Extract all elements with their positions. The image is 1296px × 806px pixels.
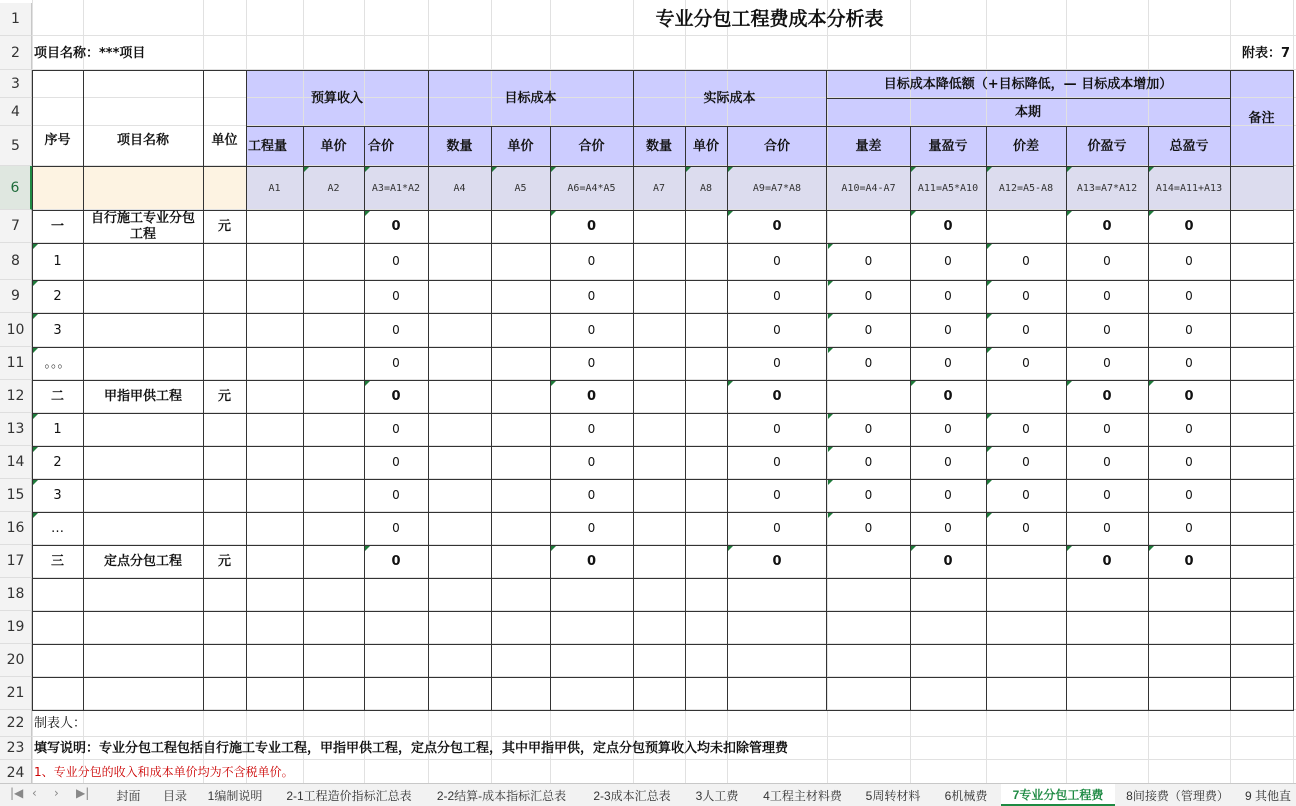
cell-indicator-icon — [33, 480, 38, 485]
subheader-3[interactable]: 合价 — [368, 138, 395, 154]
cell-indicator-icon — [828, 414, 833, 419]
cell-indicator-icon — [33, 447, 38, 452]
zero-value-cell[interactable]: 0 — [943, 554, 953, 569]
subheader-8[interactable]: 单价 — [692, 138, 719, 154]
cell-indicator-icon — [911, 546, 916, 551]
row-header-18[interactable]: 18 — [0, 578, 32, 611]
cell-indicator-icon — [1067, 211, 1072, 216]
zero-value-cell[interactable]: 0 — [773, 521, 781, 535]
fill-instructions[interactable]: 填写说明：专业分包工程包括自行施工专业工程，甲指甲供工程，定点分包工程，其中甲指甲供，定点分包预算收入均未扣除管理费 — [34, 741, 789, 756]
table-border-h — [32, 611, 1294, 612]
row-seq[interactable]: 3 — [53, 322, 62, 338]
zero-value-cell[interactable]: 0 — [1102, 389, 1112, 404]
cell-indicator-icon — [987, 167, 992, 172]
sheet-tab[interactable]: 8间接费（管理费） — [1126, 788, 1229, 803]
zero-value-cell[interactable]: 0 — [587, 322, 596, 337]
cell-indicator-icon — [987, 447, 992, 452]
zero-value-cell[interactable]: 0 — [1103, 322, 1111, 337]
zero-value-cell[interactable]: 0 — [587, 254, 596, 268]
row-item-name[interactable] — [83, 243, 203, 280]
header-cost-reduction[interactable]: 目标成本降低额（+目标降低，— 目标成本增加） — [883, 76, 1173, 92]
row-unit[interactable] — [203, 446, 246, 479]
zero-value-cell[interactable]: 0 — [1103, 455, 1111, 469]
row-item-name[interactable] — [83, 313, 203, 347]
zero-value-cell[interactable]: 0 — [392, 521, 400, 535]
zero-value-cell[interactable]: 0 — [1022, 422, 1030, 436]
row-seq[interactable]: 1 — [53, 422, 62, 437]
row-item-name[interactable]: 定点分包工程 — [103, 553, 182, 569]
zero-value-cell[interactable]: 0 — [587, 455, 596, 469]
zero-value-cell[interactable]: 0 — [1022, 254, 1030, 268]
zero-value-cell[interactable]: 0 — [772, 389, 782, 404]
formula-cell-2[interactable]: A2 — [327, 182, 340, 194]
cell-indicator-icon — [828, 314, 833, 319]
row-unit[interactable] — [203, 413, 246, 446]
zero-value-cell[interactable]: 0 — [1185, 289, 1193, 303]
row-header-21[interactable]: 21 — [0, 677, 32, 710]
sheet-tab[interactable]: 5周转材料 — [865, 788, 921, 803]
row-header-16[interactable]: 16 — [0, 512, 32, 545]
row-header-6[interactable]: 6 — [0, 166, 32, 210]
zero-value-cell[interactable]: 0 — [944, 488, 952, 502]
row-header-4[interactable]: 4 — [0, 98, 32, 126]
prev-sheet-icon[interactable]: ‹ — [32, 786, 37, 800]
header-target-cost[interactable]: 目标成本 — [504, 90, 557, 106]
note-tax-exclusive[interactable]: 1、专业分包的收入和成本单价均为不含税单价。 — [34, 764, 294, 779]
cell-indicator-icon — [33, 244, 38, 249]
cell-indicator-icon — [728, 211, 733, 216]
last-sheet-icon[interactable]: ▶| — [76, 786, 90, 800]
zero-value-cell[interactable]: 0 — [391, 389, 401, 404]
cell-indicator-icon — [1067, 546, 1072, 551]
cell-indicator-icon — [304, 167, 309, 172]
cell-indicator-icon — [551, 167, 556, 172]
zero-value-cell[interactable]: 0 — [1185, 322, 1193, 337]
row-header-8[interactable]: 8 — [0, 243, 32, 280]
zero-value-cell[interactable]: 0 — [1103, 356, 1111, 370]
next-sheet-icon[interactable]: › — [54, 786, 59, 800]
sheet-tab[interactable]: 目录 — [162, 788, 187, 803]
zero-value-cell[interactable]: 0 — [587, 289, 596, 303]
row-seq[interactable]: … — [51, 521, 64, 536]
cell-indicator-icon — [987, 480, 992, 485]
row-header-7[interactable]: 7 — [0, 210, 32, 243]
row-header-5[interactable]: 5 — [0, 126, 32, 166]
row-header-22[interactable]: 22 — [0, 710, 32, 737]
zero-value-cell[interactable]: 0 — [391, 554, 401, 569]
cell-indicator-icon — [987, 348, 992, 353]
zero-value-cell[interactable]: 0 — [944, 254, 952, 268]
header-item-name[interactable]: 项目名称 — [116, 132, 169, 148]
header-actual-cost[interactable]: 实际成本 — [703, 90, 756, 106]
cell-indicator-icon — [365, 381, 370, 386]
table-border-h — [32, 677, 1294, 678]
zero-value-cell[interactable]: 0 — [1185, 455, 1193, 469]
subheader-7[interactable]: 数量 — [645, 138, 672, 154]
formula-cell-3[interactable]: A3=A1*A2 — [371, 182, 421, 194]
zero-value-cell[interactable]: 0 — [1103, 289, 1111, 303]
zero-value-cell[interactable]: 0 — [944, 521, 952, 535]
cell-indicator-icon — [551, 381, 556, 386]
subheader-10[interactable]: 量差 — [855, 138, 882, 154]
zero-value-cell[interactable]: 0 — [944, 322, 952, 337]
subheader-5[interactable]: 单价 — [507, 138, 534, 154]
zero-value-cell[interactable]: 0 — [772, 219, 782, 234]
subheader-2[interactable]: 单价 — [320, 138, 347, 154]
cell-indicator-icon — [365, 546, 370, 551]
sheet-tab-bar — [0, 783, 1296, 806]
formula-cell-5[interactable]: A5 — [514, 182, 527, 194]
zero-value-cell[interactable]: 0 — [1185, 356, 1193, 370]
cell-indicator-icon — [828, 513, 833, 518]
zero-value-cell[interactable]: 0 — [1185, 488, 1193, 502]
cell-indicator-icon — [728, 381, 733, 386]
row-item-name[interactable]: 自行施工专业分包工程 — [90, 210, 195, 242]
zero-value-cell[interactable]: 0 — [864, 521, 873, 535]
row-header-15[interactable]: 15 — [0, 479, 32, 512]
row-unit[interactable] — [203, 347, 246, 380]
sheet-tab[interactable]: 6机械费 — [944, 788, 988, 803]
first-sheet-icon[interactable]: |◀ — [10, 786, 24, 800]
row-unit[interactable]: 元 — [217, 389, 231, 404]
formula-cell-4[interactable]: A4 — [453, 182, 466, 194]
project-name-label[interactable]: 项目名称：***项目 — [34, 45, 146, 61]
header-budget-income[interactable]: 预算收入 — [310, 90, 363, 106]
subheader-11[interactable]: 量盈亏 — [928, 138, 968, 154]
formula-cell-13[interactable]: A13=A7*A12 — [1076, 182, 1138, 194]
zero-value-cell[interactable]: 0 — [773, 289, 781, 303]
sheet-tab[interactable]: 2-3成本汇总表 — [593, 788, 671, 803]
row-header-12[interactable]: 12 — [0, 380, 32, 413]
zero-value-cell[interactable]: 0 — [864, 455, 873, 469]
row-header-24[interactable]: 24 — [0, 760, 32, 786]
zero-value-cell[interactable]: 0 — [392, 254, 400, 268]
attachment-label[interactable]: 附表：7 — [1241, 45, 1290, 61]
formula-cell-8[interactable]: A8 — [699, 182, 713, 194]
zero-value-cell[interactable]: 0 — [943, 219, 953, 234]
row-unit[interactable]: 元 — [217, 219, 231, 234]
zero-value-cell[interactable]: 0 — [1184, 389, 1194, 404]
zero-value-cell[interactable]: 0 — [1022, 322, 1030, 337]
header-current-period[interactable]: 本期 — [1014, 104, 1041, 120]
row-unit[interactable] — [203, 280, 246, 313]
subheader-4[interactable]: 数量 — [446, 138, 473, 154]
sheet-title[interactable]: 专业分包工程费成本分析表 — [655, 8, 884, 30]
formula-cell-14[interactable]: A14=A11+A13 — [1155, 182, 1223, 194]
zero-value-cell[interactable]: 0 — [1022, 521, 1030, 535]
zero-value-cell[interactable]: 0 — [773, 356, 781, 370]
table-border-v — [303, 126, 304, 710]
zero-value-cell[interactable]: 0 — [392, 422, 400, 436]
row-seq[interactable]: 1 — [53, 254, 62, 269]
formula-cell-9[interactable]: A9=A7*A8 — [752, 182, 802, 194]
zero-value-cell[interactable]: 0 — [587, 422, 596, 436]
zero-value-cell[interactable]: 0 — [864, 322, 873, 337]
zero-value-cell[interactable]: 0 — [1184, 554, 1194, 569]
table-border-v — [1230, 70, 1231, 710]
zero-value-cell[interactable]: 0 — [773, 422, 781, 436]
row-item-name[interactable] — [83, 347, 203, 380]
subheader-14[interactable]: 总盈亏 — [1169, 138, 1209, 154]
zero-value-cell[interactable]: 0 — [943, 389, 953, 404]
formula-cell-7[interactable]: A7 — [652, 182, 666, 194]
cell-indicator-icon — [686, 167, 691, 172]
zero-value-cell[interactable]: 0 — [773, 254, 781, 268]
subheader-13[interactable]: 价盈亏 — [1087, 138, 1127, 154]
row-unit[interactable] — [203, 243, 246, 280]
zero-value-cell[interactable]: 0 — [586, 554, 597, 569]
cell-indicator-icon — [987, 513, 992, 518]
sheet-tab[interactable]: 4工程主材料费 — [763, 788, 842, 803]
table-border-v — [491, 126, 492, 710]
zero-value-cell[interactable]: 0 — [1102, 219, 1112, 234]
zero-value-cell[interactable]: 0 — [1022, 455, 1030, 469]
cell-indicator-icon — [33, 281, 38, 286]
zero-value-cell[interactable]: 0 — [392, 356, 400, 370]
row-header-19[interactable]: 19 — [0, 611, 32, 644]
row-unit[interactable]: 元 — [217, 554, 231, 569]
formula-cell-10[interactable]: A10=A4-A7 — [841, 182, 896, 194]
row-item-name[interactable]: 甲指甲供工程 — [103, 388, 182, 404]
sheet-tab[interactable]: 封面 — [116, 788, 141, 803]
cell-indicator-icon — [1149, 167, 1154, 172]
row-seq[interactable]: 2 — [53, 455, 62, 470]
zero-value-cell[interactable]: 0 — [864, 356, 873, 370]
zero-value-cell[interactable]: 0 — [944, 455, 952, 469]
cell-indicator-icon — [33, 314, 38, 319]
zero-value-cell[interactable]: 0 — [864, 422, 873, 436]
zero-value-cell[interactable]: 0 — [773, 488, 781, 502]
table-border-h — [32, 644, 1294, 645]
row-seq[interactable]: 一 — [50, 219, 64, 234]
header-seq[interactable]: 序号 — [44, 132, 71, 148]
cell-indicator-icon — [987, 414, 992, 419]
zero-value-cell[interactable]: 0 — [392, 289, 400, 303]
cell-indicator-icon — [987, 314, 992, 319]
cell-indicator-icon — [1149, 546, 1154, 551]
zero-value-cell[interactable]: 0 — [1102, 554, 1112, 569]
zero-value-cell[interactable]: 0 — [773, 322, 781, 337]
zero-value-cell[interactable]: 0 — [1022, 356, 1030, 370]
zero-value-cell[interactable]: 0 — [1022, 289, 1030, 303]
table-border-v — [685, 126, 686, 710]
cell-indicator-icon — [33, 414, 38, 419]
formula-cell-1[interactable]: A1 — [268, 182, 281, 194]
row-unit[interactable] — [203, 512, 246, 545]
cell-indicator-icon — [1067, 167, 1072, 172]
row-header-3[interactable]: 3 — [0, 70, 32, 98]
cell-indicator-icon — [828, 244, 833, 249]
zero-value-cell[interactable]: 0 — [1185, 254, 1193, 268]
subheader-12[interactable]: 价差 — [1012, 138, 1039, 154]
row-seq[interactable]: 2 — [53, 289, 62, 304]
sheet-tab[interactable]: 2-1工程造价指标汇总表 — [286, 788, 412, 803]
cell-indicator-icon — [492, 167, 497, 172]
zero-value-cell[interactable]: 0 — [1103, 488, 1111, 502]
cell-indicator-icon — [987, 281, 992, 286]
cell-indicator-icon — [728, 167, 733, 172]
zero-value-cell[interactable]: 0 — [391, 219, 401, 234]
cell-indicator-icon — [365, 211, 370, 216]
cell-indicator-icon — [911, 381, 916, 386]
zero-value-cell[interactable]: 0 — [587, 521, 596, 535]
subheader-6[interactable]: 合价 — [578, 138, 605, 154]
row-header-14[interactable]: 14 — [0, 446, 32, 479]
cell-indicator-icon — [728, 546, 733, 551]
row-unit[interactable] — [203, 479, 246, 512]
row-header-2[interactable]: 2 — [0, 36, 32, 70]
cell-indicator-icon — [365, 167, 370, 172]
zero-value-cell[interactable]: 0 — [1103, 254, 1111, 268]
zero-value-cell[interactable]: 0 — [1185, 422, 1193, 436]
row-seq[interactable]: 三 — [50, 554, 64, 569]
row-header-17[interactable]: 17 — [0, 545, 32, 578]
zero-value-cell[interactable]: 0 — [587, 356, 596, 370]
zero-value-cell[interactable]: 0 — [772, 554, 782, 569]
formula-cell-12[interactable]: A12=A5-A8 — [998, 182, 1054, 194]
sheet-tab[interactable]: 2-2结算-成本指标汇总表 — [436, 788, 567, 803]
cell-indicator-icon — [911, 167, 916, 172]
row-header-11[interactable]: 11 — [0, 347, 32, 380]
row-item-name[interactable] — [83, 479, 203, 512]
row-item-name[interactable] — [83, 512, 203, 545]
row-seq[interactable]: 3 — [53, 488, 62, 503]
row-header-13[interactable]: 13 — [0, 413, 32, 446]
header-unit[interactable]: 单位 — [211, 132, 238, 148]
subheader-9[interactable]: 合价 — [763, 138, 790, 154]
row-seq[interactable]: 。。。 — [44, 356, 71, 371]
zero-value-cell[interactable]: 0 — [392, 322, 400, 337]
zero-value-cell[interactable]: 0 — [1185, 521, 1193, 535]
cell-indicator-icon — [551, 211, 556, 216]
table-border-v — [1293, 70, 1294, 710]
row-header-10[interactable]: 10 — [0, 313, 32, 347]
zero-value-cell[interactable]: 0 — [586, 219, 597, 234]
zero-value-cell[interactable]: 0 — [1103, 422, 1111, 436]
zero-value-cell[interactable]: 0 — [864, 488, 873, 502]
zero-value-cell[interactable]: 0 — [944, 289, 952, 303]
zero-value-cell[interactable]: 0 — [392, 455, 400, 469]
cell-indicator-icon — [1067, 381, 1072, 386]
zero-value-cell[interactable]: 0 — [392, 488, 400, 502]
header-remark[interactable]: 备注 — [1248, 110, 1275, 126]
zero-value-cell[interactable]: 0 — [944, 422, 952, 436]
preparer-label[interactable]: 制表人： — [34, 716, 87, 731]
row-seq[interactable]: 二 — [50, 389, 64, 404]
sheet-tab[interactable]: 9 其他直 — [1244, 788, 1291, 803]
cell-indicator-icon — [987, 244, 992, 249]
cell-indicator-icon — [828, 348, 833, 353]
cell-indicator-icon — [1149, 211, 1154, 216]
cell-indicator-icon — [33, 513, 38, 518]
zero-value-cell[interactable]: 0 — [1184, 219, 1194, 234]
row-unit[interactable] — [203, 313, 246, 347]
row-header-23[interactable]: 23 — [0, 737, 32, 760]
cell-indicator-icon — [551, 546, 556, 551]
row-header-9[interactable]: 9 — [0, 280, 32, 313]
zero-value-cell[interactable]: 0 — [864, 289, 873, 303]
sheet-tab[interactable]: 1编制说明 — [207, 788, 263, 803]
zero-value-cell[interactable]: 0 — [587, 488, 596, 502]
formula-cell-6[interactable]: A6=A4*A5 — [567, 182, 616, 194]
zero-value-cell[interactable]: 0 — [1022, 488, 1030, 502]
cell-indicator-icon — [828, 447, 833, 452]
zero-value-cell[interactable]: 0 — [944, 356, 952, 370]
cell-indicator-icon — [33, 348, 38, 353]
sheet-tab[interactable]: 7专业分包工程费 — [1001, 784, 1115, 806]
row-header-20[interactable]: 20 — [0, 644, 32, 677]
cell-indicator-icon — [1149, 381, 1154, 386]
zero-value-cell[interactable]: 0 — [1103, 521, 1111, 535]
cell-indicator-icon — [828, 281, 833, 286]
zero-value-cell[interactable]: 0 — [864, 254, 873, 268]
sheet-tab[interactable]: 3人工费 — [695, 788, 739, 803]
formula-cell-11[interactable]: A11=A5*A10 — [917, 182, 979, 194]
row-item-name[interactable] — [83, 280, 203, 313]
zero-value-cell[interactable]: 0 — [586, 389, 597, 404]
cell-indicator-icon — [828, 480, 833, 485]
subheader-1[interactable]: 工程量 — [248, 138, 288, 154]
row-item-name[interactable] — [83, 446, 203, 479]
row-header-1[interactable]: 1 — [0, 3, 32, 36]
table-border-h — [32, 578, 1294, 579]
zero-value-cell[interactable]: 0 — [773, 455, 781, 469]
cell-indicator-icon — [911, 211, 916, 216]
row-item-name[interactable] — [83, 413, 203, 446]
